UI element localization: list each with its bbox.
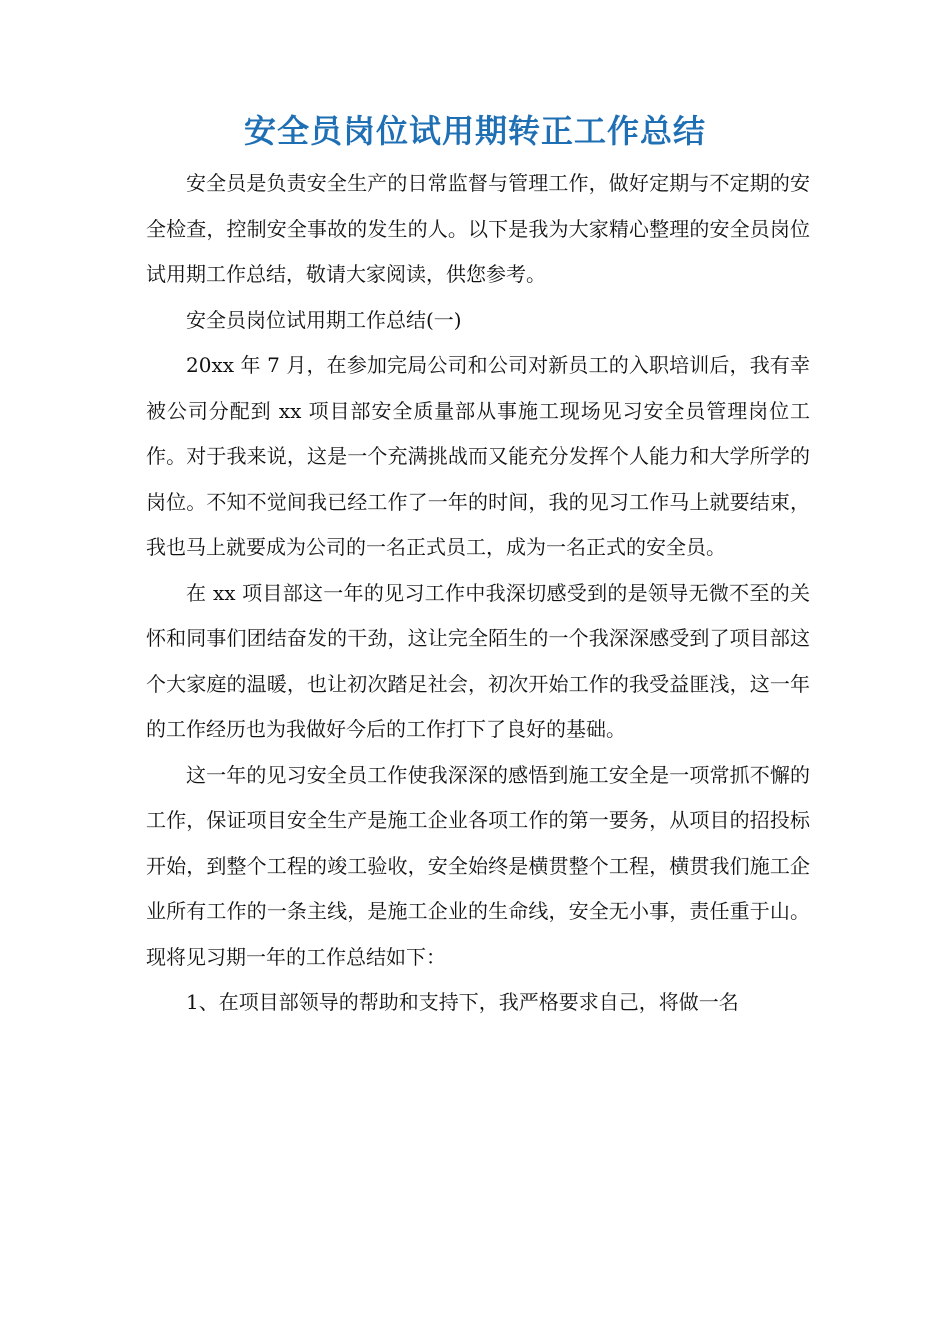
document-title: 安全员岗位试用期转正工作总结 [243, 112, 706, 151]
paragraph-item-1: 1、在项目部领导的帮助和支持下，我严格要求自己，将做一名 [186, 990, 739, 1014]
paragraph-experience: 在 xx 项目部这一年的见习工作中我深切感受到的是领导无微不至的关怀和同事们团结奋发的干劲，这让完全陌生的一个我深深感受到了项目部这个大家庭的温暖，也让初次踏足社会，初次开始工作的我受益匪浅，这一年的工作经历也为我做好今后的工作打下了良好的基础。 [146, 580, 810, 741]
paragraph-background: 20xx 年 7 月，在参加完局公司和公司对新员工的入职培训后，我有幸被公司分配到 xx 项目部安全质量部从事施工现场见习安全员管理岗位工作。对于我来说，这是一个充满挑战而又能充分发挥个人能力和大学所学的岗位。不知不觉间我已经工作了一年的时间，我的见习工作马上就要结束，我也马上就要成为公司的一名正式员工，成为一名正式的安全员。 [146, 353, 810, 559]
paragraph-section-heading: 安全员岗位试用期工作总结(一) [186, 307, 462, 332]
paragraph-intro: 安全员是负责安全生产的日常监督与管理工作，做好定期与不定期的安全检查，控制安全事故的发生的人。以下是我为大家精心整理的安全员岗位试用期工作总结，敬请大家阅读，供您参考。 [146, 171, 810, 286]
paragraph-safety-insight: 这一年的见习安全员工作使我深深的感悟到施工安全是一项常抓不懈的工作，保证项目安全生产是施工企业各项工作的第一要务，从项目的招投标开始，到整个工程的竣工验收，安全始终是横贯整个工程，横贯我们施工企业所有工作的一条主线，是施工企业的生命线，安全无小事，责任重于山。现将见习期一年的工作总结如下： [146, 762, 810, 969]
document-body [146, 161, 810, 1026]
